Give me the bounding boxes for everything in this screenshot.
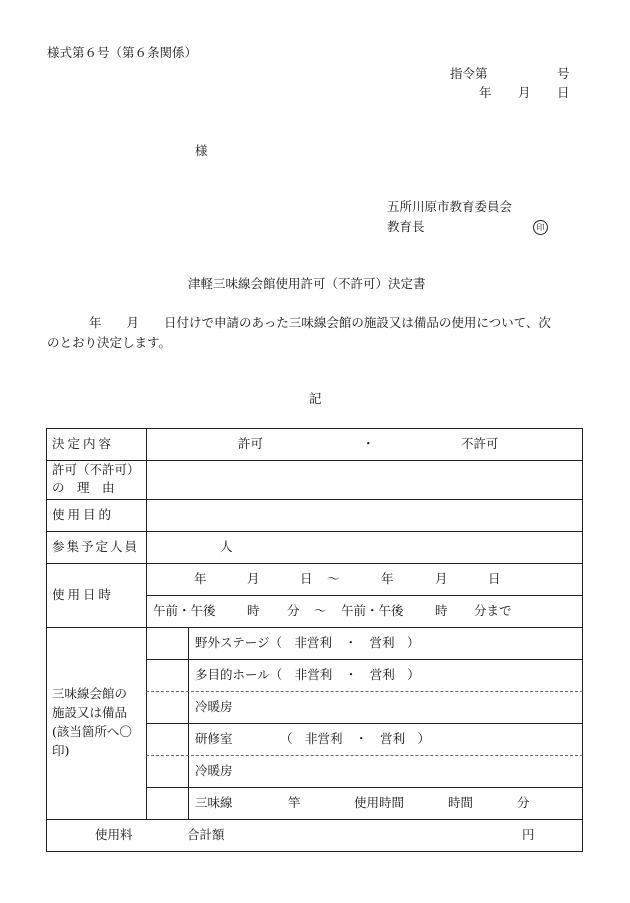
ki-heading: 記: [309, 391, 322, 406]
date-tilde: ～: [327, 571, 340, 586]
facility-aircon-2: 冷暖房: [195, 763, 233, 778]
sender-organization: 五所川原市教育委員会: [387, 199, 513, 214]
directive-prefix: 指令第: [450, 66, 488, 81]
time-ampm-1: 午前・午後: [153, 603, 216, 618]
facility-training-room: 研修室: [195, 731, 233, 746]
sender-title: 教育長: [387, 219, 425, 234]
facility-label-line3: (該当箇所へ〇: [52, 724, 132, 739]
decision-permit: 許可: [238, 436, 264, 451]
facility-shamisen-unit: 竿: [288, 795, 301, 810]
form-number: 様式第６号（第６条関係）: [47, 45, 198, 60]
reason-label-line1: 許可（不許可）: [52, 462, 140, 477]
datetime-label: 使用日時: [52, 587, 115, 602]
time-hour-2: 時: [435, 603, 448, 618]
facility-outdoor-stage: 野外ステージ（ 非営利 ・ 営利 ）: [195, 635, 420, 650]
directive-suffix: 号: [557, 66, 570, 81]
date-year-1: 年: [194, 571, 207, 586]
yen-unit: 円: [522, 827, 535, 842]
fee-label: 使用料: [95, 827, 133, 842]
total-label: 合計額: [187, 827, 225, 842]
time-min-2: 分まで: [474, 603, 512, 618]
date-day-1: 日: [300, 571, 313, 586]
date-month-1: 月: [247, 571, 260, 586]
facility-training-options: （ 非営利 ・ 営利 ）: [280, 731, 431, 746]
decision-separator: ・: [362, 436, 375, 451]
date-month: 月: [518, 85, 531, 100]
facility-label-line1: 三味線会館の: [52, 686, 128, 701]
facility-multipurpose-hall: 多目的ホール（ 非営利 ・ 営利 ）: [195, 667, 420, 682]
date-day: 日: [557, 85, 570, 100]
time-ampm-2: 午前・午後: [341, 603, 404, 618]
date-day-2: 日: [488, 571, 501, 586]
attendees-unit: 人: [220, 539, 233, 554]
decision-label: 決定内容: [52, 436, 115, 451]
facility-label-line2: 施設又は備品: [52, 705, 128, 720]
facility-hours: 時間: [448, 795, 474, 810]
facility-usage-time: 使用時間: [354, 795, 405, 810]
document-title: 津軽三味線会館使用許可（不許可）決定書: [188, 276, 426, 291]
facility-aircon-1: 冷暖房: [195, 699, 233, 714]
facility-label-line4: 印): [52, 743, 70, 758]
addressee-honorific: 様: [195, 143, 208, 158]
time-hour-1: 時: [247, 603, 260, 618]
attendees-label: 参集予定人員: [52, 539, 140, 554]
seal-text: 印: [536, 223, 545, 232]
date-month-2: 月: [435, 571, 448, 586]
reason-label-line2: の 理 由: [52, 480, 115, 495]
facility-shamisen: 三味線: [195, 795, 233, 810]
purpose-label: 使用目的: [52, 507, 115, 522]
time-tilde: ～: [314, 603, 327, 618]
body-line-2: のとおり決定します。: [47, 335, 172, 350]
seal-icon: [533, 220, 548, 235]
facility-minutes: 分: [517, 795, 530, 810]
date-year-2: 年: [381, 571, 394, 586]
decision-deny: 不許可: [461, 436, 499, 451]
body-line-1: 年 月 日付けで申請のあった三味線会館の施設又は備品の使用について、次: [89, 315, 551, 330]
date-year: 年: [479, 85, 492, 100]
time-min-1: 分: [287, 603, 300, 618]
